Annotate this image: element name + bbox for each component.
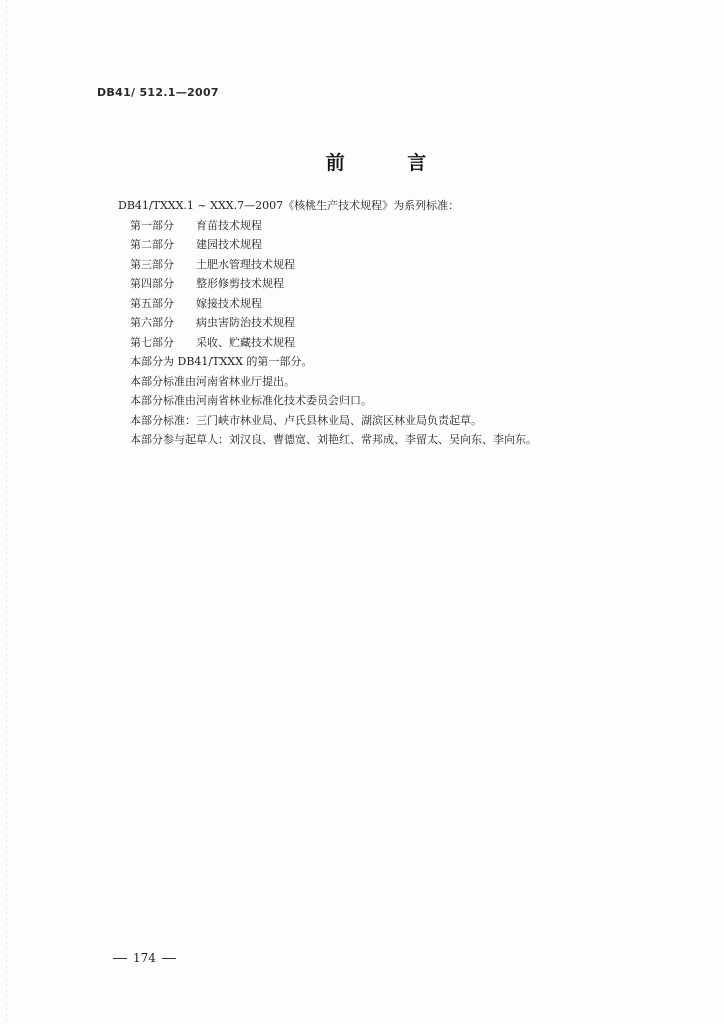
- part-number: 第六部分: [130, 316, 174, 329]
- part-item: [118, 235, 638, 255]
- part-item: [118, 274, 638, 294]
- intro-line: DB41/TXXX.1 ~ XXX.7—2007《核桃生产技术规程》为系列标准：: [118, 199, 460, 212]
- part-number: 第五部分: [130, 296, 174, 310]
- part-name: 整形修剪技术规程: [196, 277, 284, 290]
- dash-left: [113, 958, 127, 959]
- part-number: 第一部分: [130, 218, 174, 232]
- part-name: 嫁接技术规程: [196, 296, 262, 310]
- part-name: 建园技术规程: [196, 238, 262, 251]
- part-item: [118, 313, 638, 333]
- part-item: [118, 255, 638, 275]
- statement-line: 本部分标准：三门峡市林业局、卢氏县林业局、湖滨区林业局负责起草。: [130, 413, 482, 427]
- page-title: 前 言: [325, 152, 455, 174]
- statement-line: 本部分参与起草人：刘汉良、曹德宽、刘艳红、常邦成、李留太、吴向东、李向东。: [130, 433, 537, 446]
- part-number: 第二部分: [130, 238, 174, 251]
- part-item: [118, 333, 638, 353]
- part-name: 病虫害防治技术规程: [196, 316, 295, 329]
- part-item: [118, 216, 638, 236]
- foreword-body: [118, 196, 638, 450]
- part-number: 第三部分: [130, 257, 174, 271]
- part-name: 采收、贮藏技术规程: [196, 335, 295, 349]
- part-number: 第四部分: [130, 277, 174, 290]
- statement-line: 本部分为 DB41/TXXX 的第一部分。: [130, 355, 313, 368]
- part-name: 土肥水管理技术规程: [196, 257, 295, 271]
- part-number: 第七部分: [130, 335, 174, 349]
- part-name: 育苗技术规程: [196, 218, 262, 232]
- document-code: DB41/ 512.1—2007: [97, 86, 219, 99]
- page-number: [107, 951, 182, 965]
- page-number-value: 174: [133, 951, 156, 965]
- part-item: [118, 294, 638, 314]
- statement-line: 本部分标准由河南省林业标准化技术委员会归口。: [130, 394, 372, 407]
- dash-right: [162, 958, 176, 959]
- statement-line: 本部分标准由河南省林业厅提出。: [130, 374, 295, 388]
